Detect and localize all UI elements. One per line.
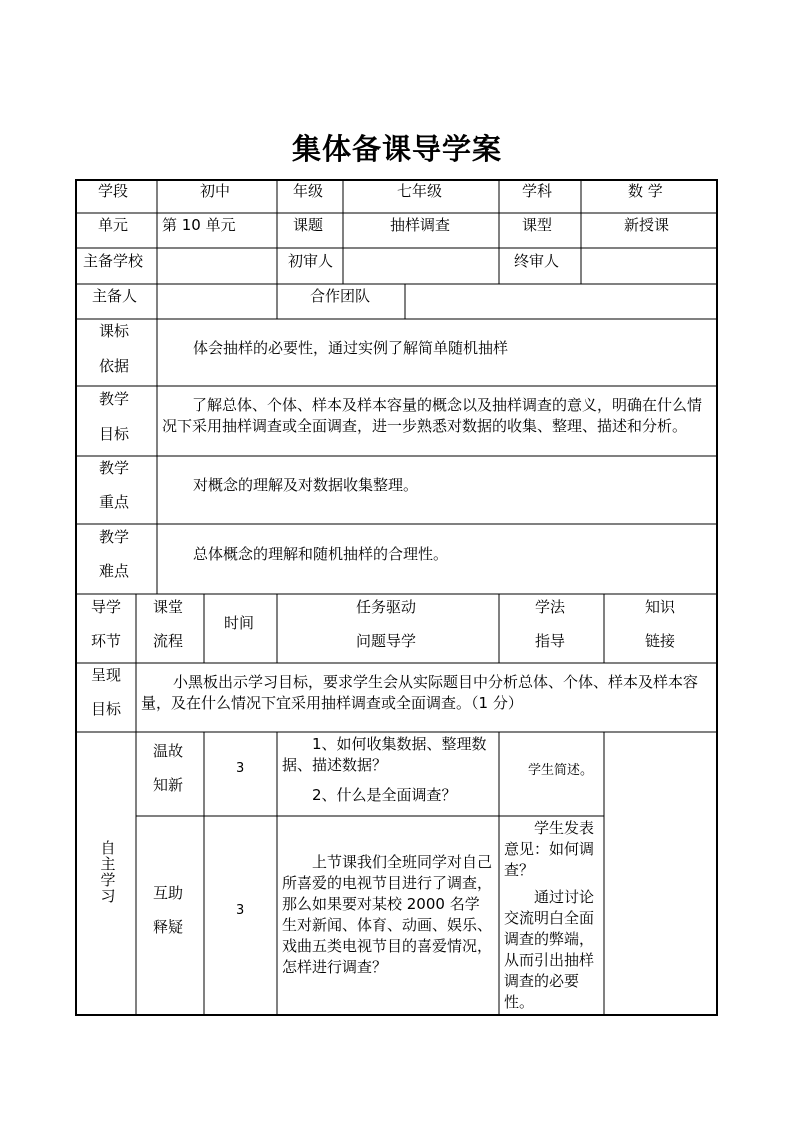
basis-label-1: 课标 bbox=[99, 322, 130, 340]
help-time: 3 bbox=[236, 903, 245, 918]
preparer-label: 主备人 bbox=[92, 287, 138, 305]
keypoints-label-1: 教学 bbox=[99, 459, 130, 477]
header-task-2: 问题导学 bbox=[356, 632, 417, 650]
review-method: 学生简述。 bbox=[528, 763, 594, 778]
help-label-1: 互助 bbox=[153, 884, 184, 902]
grade-label: 年级 bbox=[293, 182, 324, 200]
subject-label: 学科 bbox=[522, 182, 553, 200]
team-label: 合作团队 bbox=[310, 287, 371, 305]
basis-label-2: 依据 bbox=[99, 357, 130, 375]
goals-label-1: 教学 bbox=[99, 390, 130, 408]
help-task: 上节课我们全班同学对自己所喜爱的电视节目进行了调查，那么如果要对某校 2000 名学生对新闻、体育、动画、娱乐、戏曲五类电视节目的喜爱情况，怎样进行调查？ bbox=[282, 853, 493, 976]
present-text: 小黑板出示学习目标，要求学生会从实际题目中分析总体、个体、样本及样本容量，及在什么情况下宜采用抽样调查或全面调查。（1 分） bbox=[141, 673, 699, 712]
topic-label: 课题 bbox=[293, 216, 324, 234]
difficulties-text: 总体概念的理解和随机抽样的合理性。 bbox=[193, 545, 449, 563]
school-label: 主备学校 bbox=[83, 252, 144, 270]
header-flow-1: 课堂 bbox=[153, 598, 184, 616]
difficulties-label-2: 难点 bbox=[99, 562, 130, 580]
header-method-1: 学法 bbox=[535, 598, 566, 616]
unit-value: 第 10 单元 bbox=[162, 216, 236, 234]
help-method-2: 通过讨论交流明白全面调查的弊端，从而引出抽样调查的必要性。 bbox=[504, 888, 595, 1011]
keypoints-text: 对概念的理解及对数据收集整理。 bbox=[193, 476, 419, 494]
lesson-type-label: 课型 bbox=[522, 216, 553, 234]
review-task-2: 2、什么是全面调查？ bbox=[312, 786, 457, 804]
topic-value: 抽样调查 bbox=[390, 216, 451, 234]
goals-text: 了解总体、个体、样本及样本容量的概念以及抽样调查的意义，明确在什么情况下采用抽样调查或全面调查，进一步熟悉对数据的收集、整理、描述和分析。 bbox=[162, 396, 703, 435]
subject-value: 数 学 bbox=[628, 182, 663, 200]
review-time: 3 bbox=[236, 761, 245, 776]
present-label-1: 呈现 bbox=[91, 666, 122, 684]
header-time: 时间 bbox=[224, 614, 255, 632]
header-method-2: 指导 bbox=[535, 632, 566, 650]
stage-label: 学段 bbox=[98, 182, 129, 200]
header-link-1: 知识 bbox=[645, 598, 676, 616]
basis-text: 体会抽样的必要性，通过实例了解简单随机抽样 bbox=[193, 339, 509, 357]
final-review-label: 终审人 bbox=[514, 252, 560, 270]
help-label-2: 释疑 bbox=[153, 918, 184, 936]
goals-label-2: 目标 bbox=[99, 425, 130, 443]
help-method: 学生发表意见：如何调查？ bbox=[504, 819, 595, 879]
unit-label: 单元 bbox=[98, 216, 129, 234]
grade-value: 七年级 bbox=[397, 182, 443, 200]
review-label-1: 温故 bbox=[153, 742, 184, 760]
difficulties-label-1: 教学 bbox=[99, 528, 130, 546]
header-link-2: 链接 bbox=[645, 632, 676, 650]
review-task: 1、如何收集数据、整理数据、描述数据？ bbox=[282, 735, 487, 774]
present-label-2: 目标 bbox=[91, 700, 122, 718]
lesson-type-value: 新授课 bbox=[624, 216, 670, 234]
page-title: 集体备课导学案 bbox=[291, 132, 502, 166]
stage-value: 初中 bbox=[200, 182, 231, 200]
keypoints-label-2: 重点 bbox=[99, 493, 130, 511]
header-task-1: 任务驱动 bbox=[356, 598, 417, 616]
self-study-label: 自 主 学 习 bbox=[100, 839, 116, 905]
header-stage-1: 导学 bbox=[91, 598, 122, 616]
header-stage-2: 环节 bbox=[91, 632, 122, 650]
review-label-2: 知新 bbox=[153, 776, 184, 794]
first-review-label: 初审人 bbox=[288, 252, 334, 270]
header-flow-2: 流程 bbox=[153, 632, 184, 650]
